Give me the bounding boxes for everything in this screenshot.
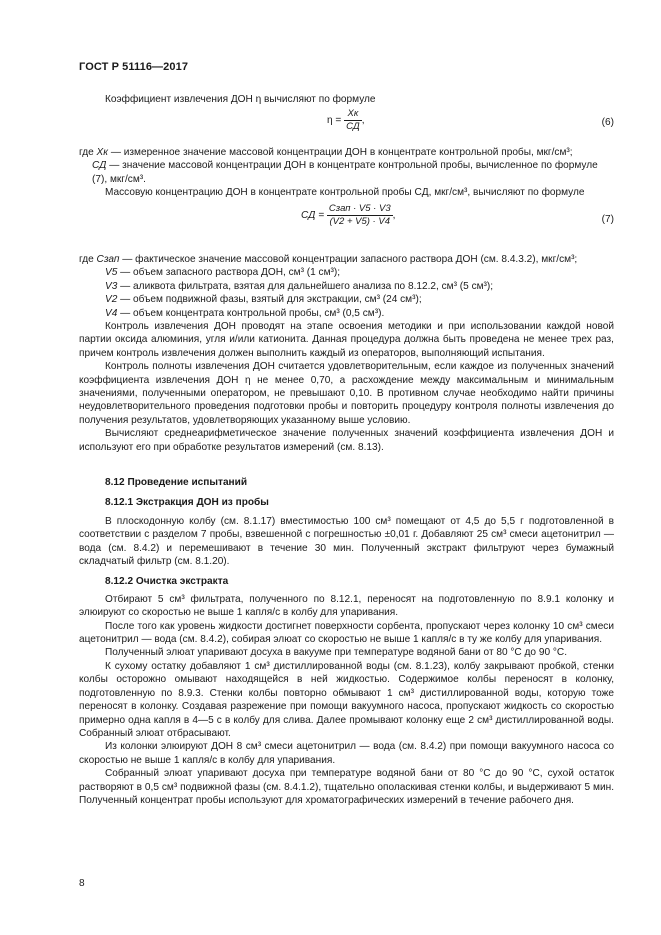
definition-cd: [79, 159, 614, 186]
section-heading-8-12: 8.12 Проведение испытаний: [105, 477, 248, 488]
formula-7: [79, 203, 614, 237]
paragraph-cleanup-2: После того как уровень жидкости достигнет поверхности сорбента, пропускают через колонку 10 см³ смеси ацетонитрил — вода (см. 8.4.2), собирая элюат со скоростью не выше 1 капля/с в ту же колбу для упаривания.: [79, 620, 614, 646]
definition-symbol: Cзап: [96, 254, 120, 265]
paragraph-extraction: В плоскодонную колбу (см. 8.1.17) вместимостью 100 см³ помещают от 4,5 до 5,5 г подготовленной в соответствии с разделом 7 пробы, взвешенной с погрешностью ±0,01 г. Добавляют 25 см³ смеси ацетонитрил — вода (см. 8.4.2) и перемешивают в течение 30 мин. Полученный экстракт фильтруют через бумажный складчатый фильтр (см. 8.1.20).: [79, 515, 614, 568]
definition-text: — объем концентрата контрольной пробы, см³ (0,5 см³).: [117, 307, 385, 319]
definition-text: — измеренное значение массовой концентрации ДОН в концентрате контрольной пробы, мкг/см³;: [108, 147, 573, 158]
paragraph-mean: Вычисляют среднеарифметическое значение полученных значений коэффициента извлечения ДОН и используют его при обработке результатов измерений (см. 8.13).: [79, 428, 614, 453]
definition-text: — аликвота фильтрата, взятая для дальнейшего анализа по 8.12.2, см³ (5 см³);: [117, 280, 494, 292]
definition-symbol: V5: [105, 267, 118, 279]
formula-6: [79, 108, 614, 138]
paragraph-cleanup-6: Собранный элюат упаривают досуха при температуре водяной бани от 80 °С до 90 °С, сухой остаток растворяют в 0,5 см³ подвижной фазы (см. 8.4.1.2), тщательно ополаскивая стенки колбы, и выдерживают 5 мин. Полученный концентрат пробы используют для хроматографических измерений в течение рабочего дня.: [79, 768, 614, 806]
paragraph-control-1: Контроль извлечения ДОН проводят на этапе освоения методики и при использовании каждой новой партии оксида алюминия, угля и/или катионита. Данная процедура должна быть проведена не менее трех раз, причем контроль извлечения должен выполнить каждый из операторов, выполняющий испытания.: [79, 321, 614, 359]
definition-symbol: Xк: [96, 147, 109, 158]
definition-lead: где: [79, 147, 97, 158]
formula-7-number: (7): [601, 213, 614, 225]
definition-symbol: V3: [105, 280, 118, 292]
definition-text: — значение массовой концентрации ДОН в концентрате контрольной пробы, вычисленное по формуле (7), мкг/см³.: [92, 160, 598, 185]
formula-6-tail: ,: [361, 115, 365, 127]
definition-item: [79, 253, 614, 266]
paragraph-cleanup-1: Отбирают 5 см³ фильтрата, полученного по 8.12.1, переносят на подготовленную по 8.9.1 колонку и элюируют со скоростью не выше 1 капля/с в колбу для упаривания.: [79, 593, 614, 619]
formula-7-tail: ,: [392, 209, 396, 221]
formula-6-lhs: η =: [327, 115, 345, 127]
paragraph-cleanup-3: Полученный элюат упаривают досуха в вакууме при температуре водяной бани от 80 °С до 90 °С.: [105, 647, 567, 659]
formula-7-fraction: [327, 203, 393, 228]
definition-symbol: V2: [105, 294, 118, 306]
formula-6-fraction: [344, 108, 362, 133]
definition-text: — объем запасного раствора ДОН, см³ (1 см³);: [117, 267, 341, 279]
definition-xk: [79, 146, 614, 159]
block-coefficient: [79, 93, 614, 138]
formula-7-numerator: Cзап · V5 · V3: [328, 202, 391, 214]
definition-item: [79, 293, 614, 306]
formula-7-expression: [301, 203, 395, 228]
block-definitions-7: [79, 253, 614, 454]
definition-symbol: CД: [92, 160, 107, 172]
definition-item: [79, 280, 614, 293]
block-section-8-12: [79, 476, 614, 807]
definition-text: — объем подвижной фазы, взятый для экстракции, см³ (24 см³);: [117, 294, 422, 306]
paragraph-mass-concentration: Массовую концентрацию ДОН в концентрате контрольной пробы CД, мкг/см³, вычисляют по формуле: [105, 187, 585, 199]
block-definitions-6: [79, 146, 614, 237]
formula-7-lhs: CД =: [301, 209, 327, 221]
paragraph-coefficient: Коэффициент извлечения ДОН η вычисляют по формуле: [105, 94, 376, 105]
section-heading-8-12-2: 8.12.2 Очистка экстракта: [105, 576, 229, 588]
paragraph-cleanup-5: Из колонки элюируют ДОН 8 см³ смеси ацетонитрил — вода (см. 8.4.2) при помощи вакуумного насоса со скоростью не выше 1 капля/с в колбу для упаривания.: [79, 741, 614, 766]
formula-6-denominator: CД: [346, 121, 360, 133]
section-heading-8-12-1: 8.12.1 Экстракция ДОН из пробы: [105, 497, 269, 509]
paragraph-cleanup-4: К сухому остатку добавляют 1 см³ дистиллированной воды (см. 8.1.23), колбу закрывают пробкой, стенки колбы осторожно омывают находящейся в ней жидкостью. Содержимое колбы переносят в колонку, подготовленную по 8.9.3. Стенки колбы повторно обмывают 1 см³ дистиллированной воды, которую тоже переносят в колонку. Создавая разрежение при помощи вакуумного насоса, пропускают жидкость со скоростью примерно одна капля в 4—5 с в колбу для слива. Далее промывают колонку еще 2 см³ дистиллированной воды. Собранный элюат отбрасывают.: [79, 660, 614, 739]
formula-6-number: (6): [601, 117, 614, 129]
definition-lead: где: [79, 254, 97, 265]
paragraph-control-2: Контроль полноты извлечения ДОН считается удовлетворительным, если каждое из полученных значений коэффициента извлечения ДОН η не менее 0,70, а расхождение между максимальным и минимальным значениями, полученными оператором, не превышают 0,10. В противном случае необходимо найти причины неудовлетворительного проведения подготовки пробы и повторить процедуру контроля полноты извлечения до получения результатов, удовлетворяющих указанному выше условию.: [79, 361, 614, 426]
definition-text: — фактическое значение массовой концентрации запасного раствора ДОН (см. 8.4.3.2), мкг/см³;: [119, 254, 578, 265]
definitions-list: [79, 253, 614, 320]
definition-item: [79, 307, 614, 320]
page-number: 8: [79, 878, 85, 889]
formula-7-denominator: (V2 + V5) · V4: [329, 215, 390, 227]
formula-6-numerator: Xк: [344, 108, 362, 121]
document-header: ГОСТ Р 51116—2017: [79, 61, 189, 73]
definition-item: [79, 266, 614, 279]
formula-6-expression: [327, 108, 365, 133]
definition-symbol: V4: [105, 307, 118, 319]
